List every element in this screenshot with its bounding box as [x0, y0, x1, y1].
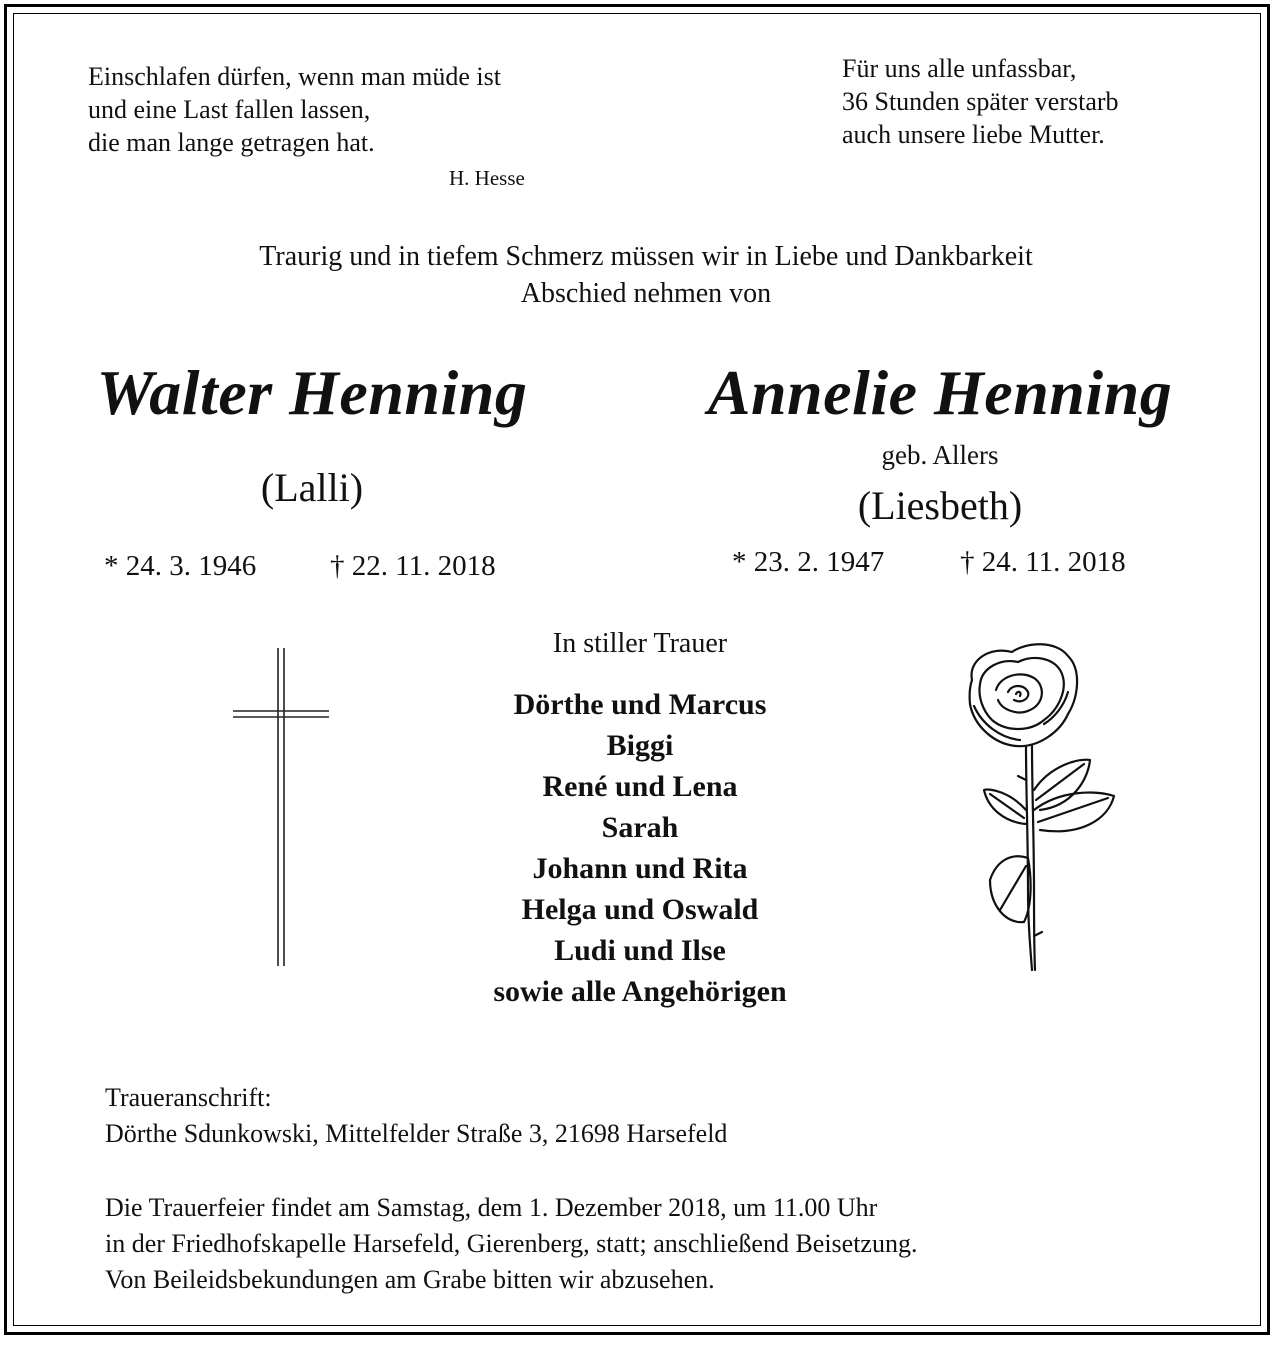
ceremony-block [105, 1190, 917, 1298]
address-label: Traueranschrift: [105, 1083, 272, 1112]
deceased-name-annelie: Annelie Henning [707, 357, 1173, 428]
hesse-quote [88, 60, 501, 159]
quote-line: und eine Last fallen lassen, [88, 95, 371, 124]
quote-line: die man lange getragen hat. [88, 128, 375, 157]
quote-author: H. Hesse [449, 166, 525, 190]
ceremony-line: in der Friedhofskapelle Harsefeld, Gierenberg, statt; anschließend Beisetzung. [105, 1229, 918, 1258]
mourner-entry: Dörthe und Marcus [513, 688, 767, 721]
mourner-entry: Sarah [601, 811, 679, 844]
address-value: Dörthe Sdunkowski, Mittelfelder Straße 3, 21698 Harsefeld [105, 1119, 728, 1148]
note-line: Für uns alle unfassbar, [842, 54, 1077, 83]
deceased-name-walter: Walter Henning [96, 357, 528, 428]
address-block [105, 1080, 727, 1152]
birth-date-annelie: * 23. 2. 1947 [732, 546, 885, 578]
mourner-entry: Biggi [606, 729, 674, 762]
quote-line: Einschlafen dürfen, wenn man müde ist [88, 62, 501, 91]
death-date-walter: † 22. 11. 2018 [330, 550, 496, 582]
nickname-walter: (Lalli) [260, 465, 364, 510]
mourner-entry: Helga und Oswald [521, 893, 759, 926]
death-date-annelie: † 24. 11. 2018 [960, 546, 1126, 578]
note-line: 36 Stunden später verstarb [842, 87, 1119, 116]
intro-text [0, 238, 1280, 312]
mourners-list [390, 684, 890, 1012]
note-line: auch unsere liebe Mutter. [842, 120, 1105, 149]
mourning-heading: In stiller Trauer [552, 628, 728, 659]
mourner-entry: René und Lena [542, 770, 738, 803]
mourner-entry: Johann und Rita [532, 852, 748, 885]
maiden-name-annelie: geb. Allers [881, 440, 999, 470]
mourner-entry: sowie alle Angehörigen [493, 975, 787, 1008]
rose-icon [960, 640, 1120, 975]
nickname-annelie: (Liesbeth) [857, 483, 1023, 528]
death-note [842, 52, 1119, 151]
ceremony-line: Von Beileidsbekundungen am Grabe bitten wir abzusehen. [105, 1265, 715, 1294]
cross-icon [230, 646, 332, 970]
birth-date-walter: * 24. 3. 1946 [104, 550, 257, 582]
mourner-entry: Ludi und Ilse [554, 934, 726, 967]
ceremony-line: Die Trauerfeier findet am Samstag, dem 1. Dezember 2018, um 11.00 Uhr [105, 1193, 878, 1222]
intro-line-2: Abschied nehmen von [520, 278, 772, 309]
intro-line-1: Traurig und in tiefem Schmerz müssen wir in Liebe und Dankbarkeit [259, 241, 1033, 272]
